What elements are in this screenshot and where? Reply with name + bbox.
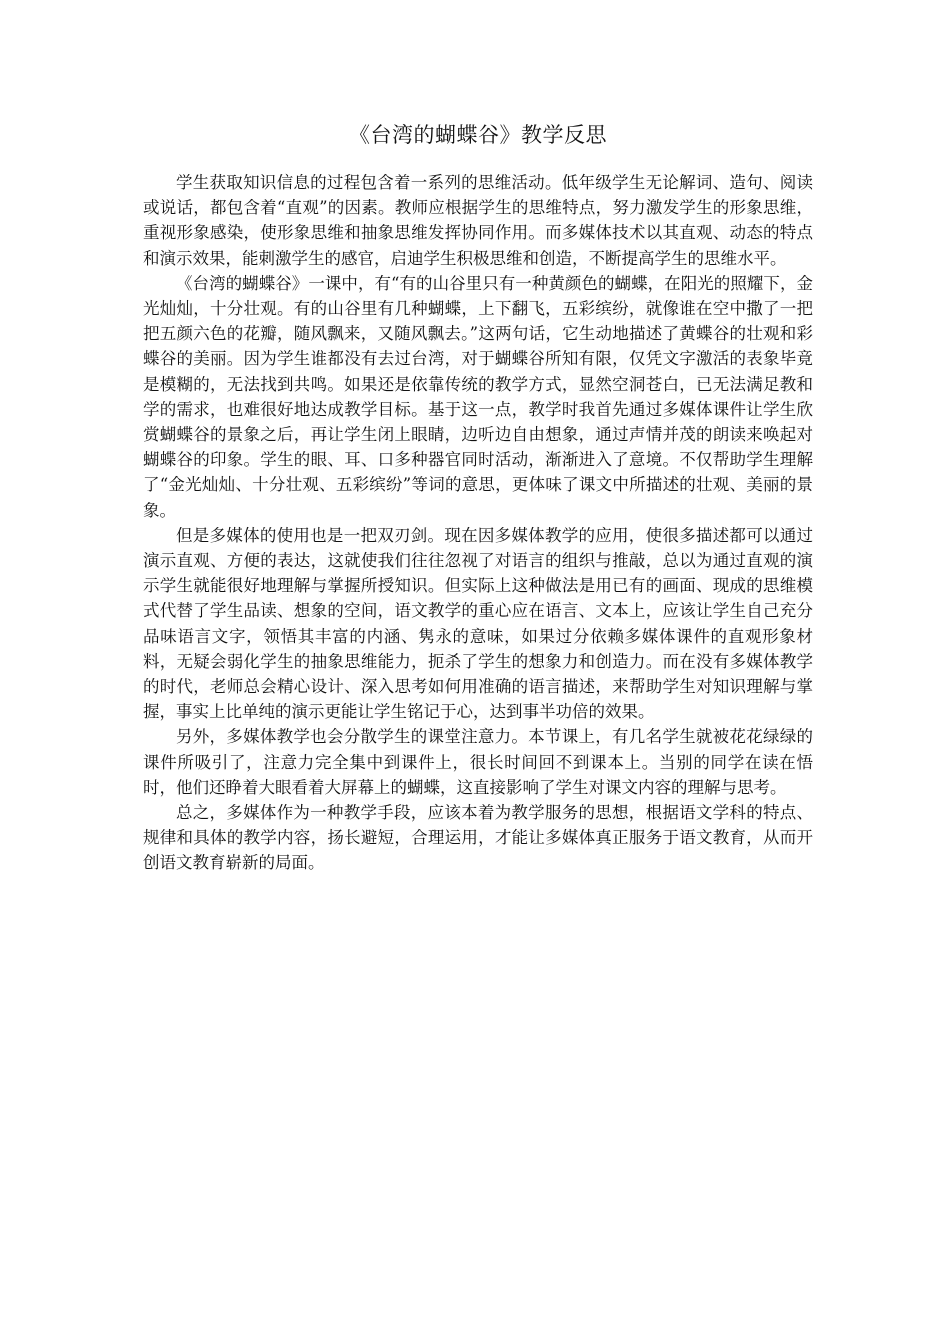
paragraph-conclusion: 总之，多媒体作为一种教学手段，应该本着为教学服务的思想，根据语文学科的特点、规律和具体的教学内容，扬长避短，合理运用，才能让多媒体真正服务于语文教育，从而开创语文教育崭新的局面。 (143, 803, 813, 873)
paragraph-distraction: 另外，多媒体教学也会分散学生的课堂注意力。本节课上，有几名学生就被花花绿绿的课件所吸引了，注意力完全集中到课件上，很长时间回不到课本上。当别的同学在读在悟时，他们还睁着大眼看着大屏幕上的蝴蝶，这直接影响了学生对课文内容的理解与思考。 (143, 727, 813, 797)
document-page (143, 120, 813, 876)
document-title: 《台湾的蝴蝶谷》教学反思 (349, 123, 607, 147)
paragraph-double-edged-sword: 但是多媒体的使用也是一把双刃剑。现在因多媒体教学的应用，使很多描述都可以通过演示直观、方便的表达，这就使我们往往忽视了对语言的组织与推敲，总以为通过直观的演示学生就能很好地理解与掌握所授知识。但实际上这种做法是用已有的画面、现成的思维模式代替了学生品读、想象的空间，语文教学的重心应在语言、文本上，应该让学生自己充分品味语言文字，领悟其丰富的内涵、隽永的意味，如果过分依赖多媒体课件的直观形象材料，无疑会弱化学生的抽象思维能力，扼杀了学生的想象力和创造力。而在没有多媒体教学的时代，老师总会精心设计、深入思考如何用准确的语言描述，来帮助学生对知识理解与掌握，事实上比单纯的演示更能让学生铭记于心，达到事半功倍的效果。 (143, 525, 813, 722)
paragraph-intro: 学生获取知识信息的过程包含着一系列的思维活动。低年级学生无论解词、造句、阅读或说话，都包含着“直观”的因素。教师应根据学生的思维特点，努力激发学生的形象思维，重视形象感染，使形象思维和抽象思维发挥协同作用。而多媒体技术以其直观、动态的特点和演示效果，能刺激学生的感官，启迪学生积极思维和创造，不断提高学生的思维水平。 (143, 173, 813, 268)
paragraph-lesson-example: 《台湾的蝴蝶谷》一课中，有“有的山谷里只有一种黄颜色的蝴蝶，在阳光的照耀下，金光灿灿，十分壮观。有的山谷里有几种蝴蝶，上下翻飞，五彩缤纷，就像谁在空中撒了一把把五颜六色的花瓣，随风飘来，又随风飘去。”这两句话，它生动地描述了黄蝶谷的壮观和彩蝶谷的美丽。因为学生谁都没有去过台湾，对于蝴蝶谷所知有限，仅凭文字激活的表象毕竟是模糊的，无法找到共鸣。如果还是依靠传统的教学方式，显然空洞苍白，已无法满足教和学的需求，也难很好地达成教学目标。基于这一点，教学时我首先通过多媒体课件让学生欣赏蝴蝶谷的景象之后，再让学生闭上眼睛，边听边自由想象，通过声情并茂的朗读来唤起对蝴蝶谷的印象。学生的眼、耳、口多种器官同时活动，渐渐进入了意境。不仅帮助学生理解了“金光灿灿、十分壮观、五彩缤纷”等词的意思，更体味了课文中所描述的壮观、美丽的景象。 (143, 273, 813, 520)
